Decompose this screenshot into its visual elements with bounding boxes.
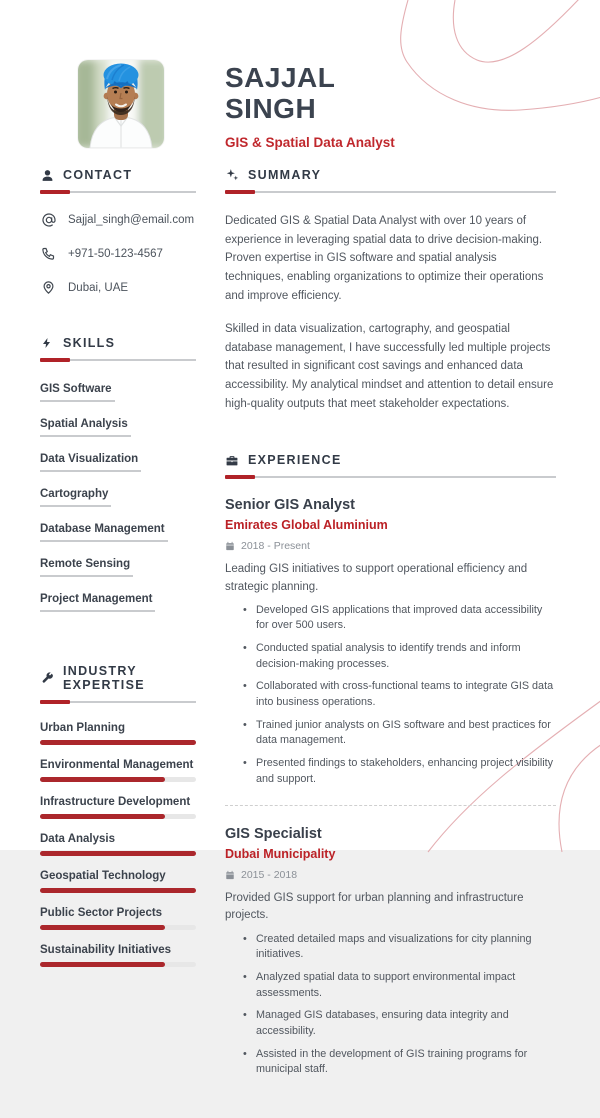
expertise-item xyxy=(40,796,196,819)
contact-heading: CONTACT xyxy=(63,168,133,182)
job-summary: Provided GIS support for urban planning and infrastructure projects. xyxy=(225,892,524,922)
skill-item: Spatial Analysis xyxy=(40,418,131,437)
job-period: 2015 - 2018 xyxy=(241,869,298,882)
expertise-item xyxy=(40,870,196,893)
expertise-item xyxy=(40,833,196,856)
industry-expertise-section-header xyxy=(40,664,196,692)
person-icon xyxy=(40,168,54,182)
job-bullet: • Created detailed maps and visualizations for city planning initiatives. xyxy=(243,932,556,963)
briefcase-icon xyxy=(225,453,239,467)
expertise-bar-fill xyxy=(40,888,196,893)
summary-paragraph-1: Dedicated GIS & Spatial Data Analyst with over 10 years of experience in leveraging spatial data to drive decision-making. Proven expertise in GIS software and spatial analysis techniques, enabling organizations to optimize their operations and improve efficiency. xyxy=(225,215,544,302)
expertise-bar-track xyxy=(40,777,196,782)
job-date-row xyxy=(225,869,556,881)
email-at-icon xyxy=(40,211,57,228)
section-divider xyxy=(225,190,556,194)
job-date-row xyxy=(225,540,556,552)
summary-paragraph-2: Skilled in data visualization, cartography, and geospatial database management, I have successfully led multiple projects that resulted in significant cost savings and enhanced data accessibility. My analytical mindset and attention to detail ensure high-quality outputs that meet stakeholder expectations. xyxy=(225,323,554,410)
profile-photo xyxy=(78,60,164,148)
skill-item: Database Management xyxy=(40,523,168,542)
job-bullet: • Conducted spatial analysis to identify trends and inform decision-making processes. xyxy=(243,641,556,672)
name-block xyxy=(225,60,395,150)
experience-list xyxy=(225,497,556,1078)
header xyxy=(78,60,395,150)
name-last: SINGH xyxy=(225,93,317,124)
sidebar xyxy=(40,168,196,1007)
industry-expertise-heading: INDUSTRY EXPERTISE xyxy=(63,664,145,692)
summary-text xyxy=(225,212,556,413)
job-title: GIS Specialist xyxy=(225,826,322,843)
skill-item: GIS Software xyxy=(40,383,115,402)
job-bullet: • Managed GIS databases, ensuring data integrity and accessibility. xyxy=(243,1008,556,1039)
expertise-label: Environmental Management xyxy=(40,759,194,771)
expertise-item xyxy=(40,759,196,782)
section-divider xyxy=(40,190,196,194)
wrench-icon xyxy=(40,671,54,685)
expertise-label: Public Sector Projects xyxy=(40,907,163,919)
job-bullet: • Collaborated with cross-functional teams to integrate GIS data into business operations. xyxy=(243,679,556,710)
expertise-bar-track xyxy=(40,851,196,856)
skills-list xyxy=(40,379,196,624)
expertise-bar-fill xyxy=(40,962,165,967)
skill-item: Remote Sensing xyxy=(40,558,133,577)
expertise-label: Data Analysis xyxy=(40,833,115,845)
experience-entry xyxy=(225,805,556,1078)
expertise-bar-track xyxy=(40,814,196,819)
skills-section xyxy=(40,336,196,624)
skill-item: Project Management xyxy=(40,593,155,612)
phone-value: +971-50-123-4567 xyxy=(68,247,163,260)
summary-section xyxy=(225,168,556,413)
job-summary: Leading GIS initiatives to support operational efficiency and strategic planning. xyxy=(225,563,528,593)
experience-entry xyxy=(225,497,556,787)
expertise-bar-track xyxy=(40,925,196,930)
industry-expertise-section xyxy=(40,664,196,967)
experience-heading: EXPERIENCE xyxy=(248,453,342,468)
expertise-label: Sustainability Initiatives xyxy=(40,944,172,956)
expertise-item xyxy=(40,722,196,745)
contact-section xyxy=(40,168,196,296)
headline: GIS & Spatial Data Analyst xyxy=(225,135,395,150)
job-title: Senior GIS Analyst xyxy=(225,497,355,514)
expertise-bar-track xyxy=(40,888,196,893)
industry-expertise-list xyxy=(40,722,196,967)
skills-section-header xyxy=(40,336,196,350)
expertise-label: Urban Planning xyxy=(40,722,125,734)
section-divider xyxy=(225,475,556,479)
job-bullet: • Analyzed spatial data to support environmental impact assessments. xyxy=(243,970,556,1001)
expertise-bar-track xyxy=(40,740,196,745)
lightning-bolt-icon xyxy=(40,336,54,350)
experience-section xyxy=(225,453,556,1078)
section-divider xyxy=(40,358,196,362)
job-period: 2018 - Present xyxy=(241,540,310,553)
location-pin-icon xyxy=(40,279,57,296)
job-bullet: • Trained junior analysts on GIS software and best practices for data management. xyxy=(243,718,556,749)
skill-item: Cartography xyxy=(40,488,111,507)
summary-section-header xyxy=(225,168,556,182)
skills-heading: SKILLS xyxy=(63,336,116,350)
calendar-icon xyxy=(225,870,235,880)
contact-section-header xyxy=(40,168,196,182)
job-bullet: • Developed GIS applications that improved data accessibility for over 500 users. xyxy=(243,603,556,634)
skill-item: Data Visualization xyxy=(40,453,141,472)
job-bullet: • Presented findings to stakeholders, enhancing project visibility and support. xyxy=(243,756,556,787)
name-first: SAJJAL xyxy=(225,62,336,93)
expertise-bar-fill xyxy=(40,925,165,930)
expertise-bar-fill xyxy=(40,777,165,782)
location-value: Dubai, UAE xyxy=(68,281,129,294)
phone-icon xyxy=(40,245,57,262)
contact-row-location xyxy=(40,279,196,296)
experience-section-header xyxy=(225,453,556,467)
job-bullet-list xyxy=(225,932,556,1078)
expertise-bar-fill xyxy=(40,814,165,819)
sparkle-icon xyxy=(225,168,239,182)
job-bullet-list xyxy=(225,603,556,787)
expertise-bar-fill xyxy=(40,851,196,856)
expertise-bar-fill xyxy=(40,740,196,745)
expertise-label: Geospatial Technology xyxy=(40,870,166,882)
calendar-icon xyxy=(225,541,235,551)
expertise-item xyxy=(40,907,196,930)
job-bullet: • Assisted in the development of GIS training programs for municipal staff. xyxy=(243,1047,556,1078)
job-company: Dubai Municipality xyxy=(225,847,336,862)
contact-row-email xyxy=(40,211,196,228)
expertise-label: Infrastructure Development xyxy=(40,796,191,808)
main-column xyxy=(225,168,556,1118)
job-company: Emirates Global Aluminium xyxy=(225,518,388,533)
expertise-bar-track xyxy=(40,962,196,967)
email-value: Sajjal_singh@email.com xyxy=(68,213,195,226)
expertise-item xyxy=(40,944,196,967)
contact-row-phone xyxy=(40,245,196,262)
section-divider xyxy=(40,700,196,704)
summary-heading: SUMMARY xyxy=(248,168,322,182)
